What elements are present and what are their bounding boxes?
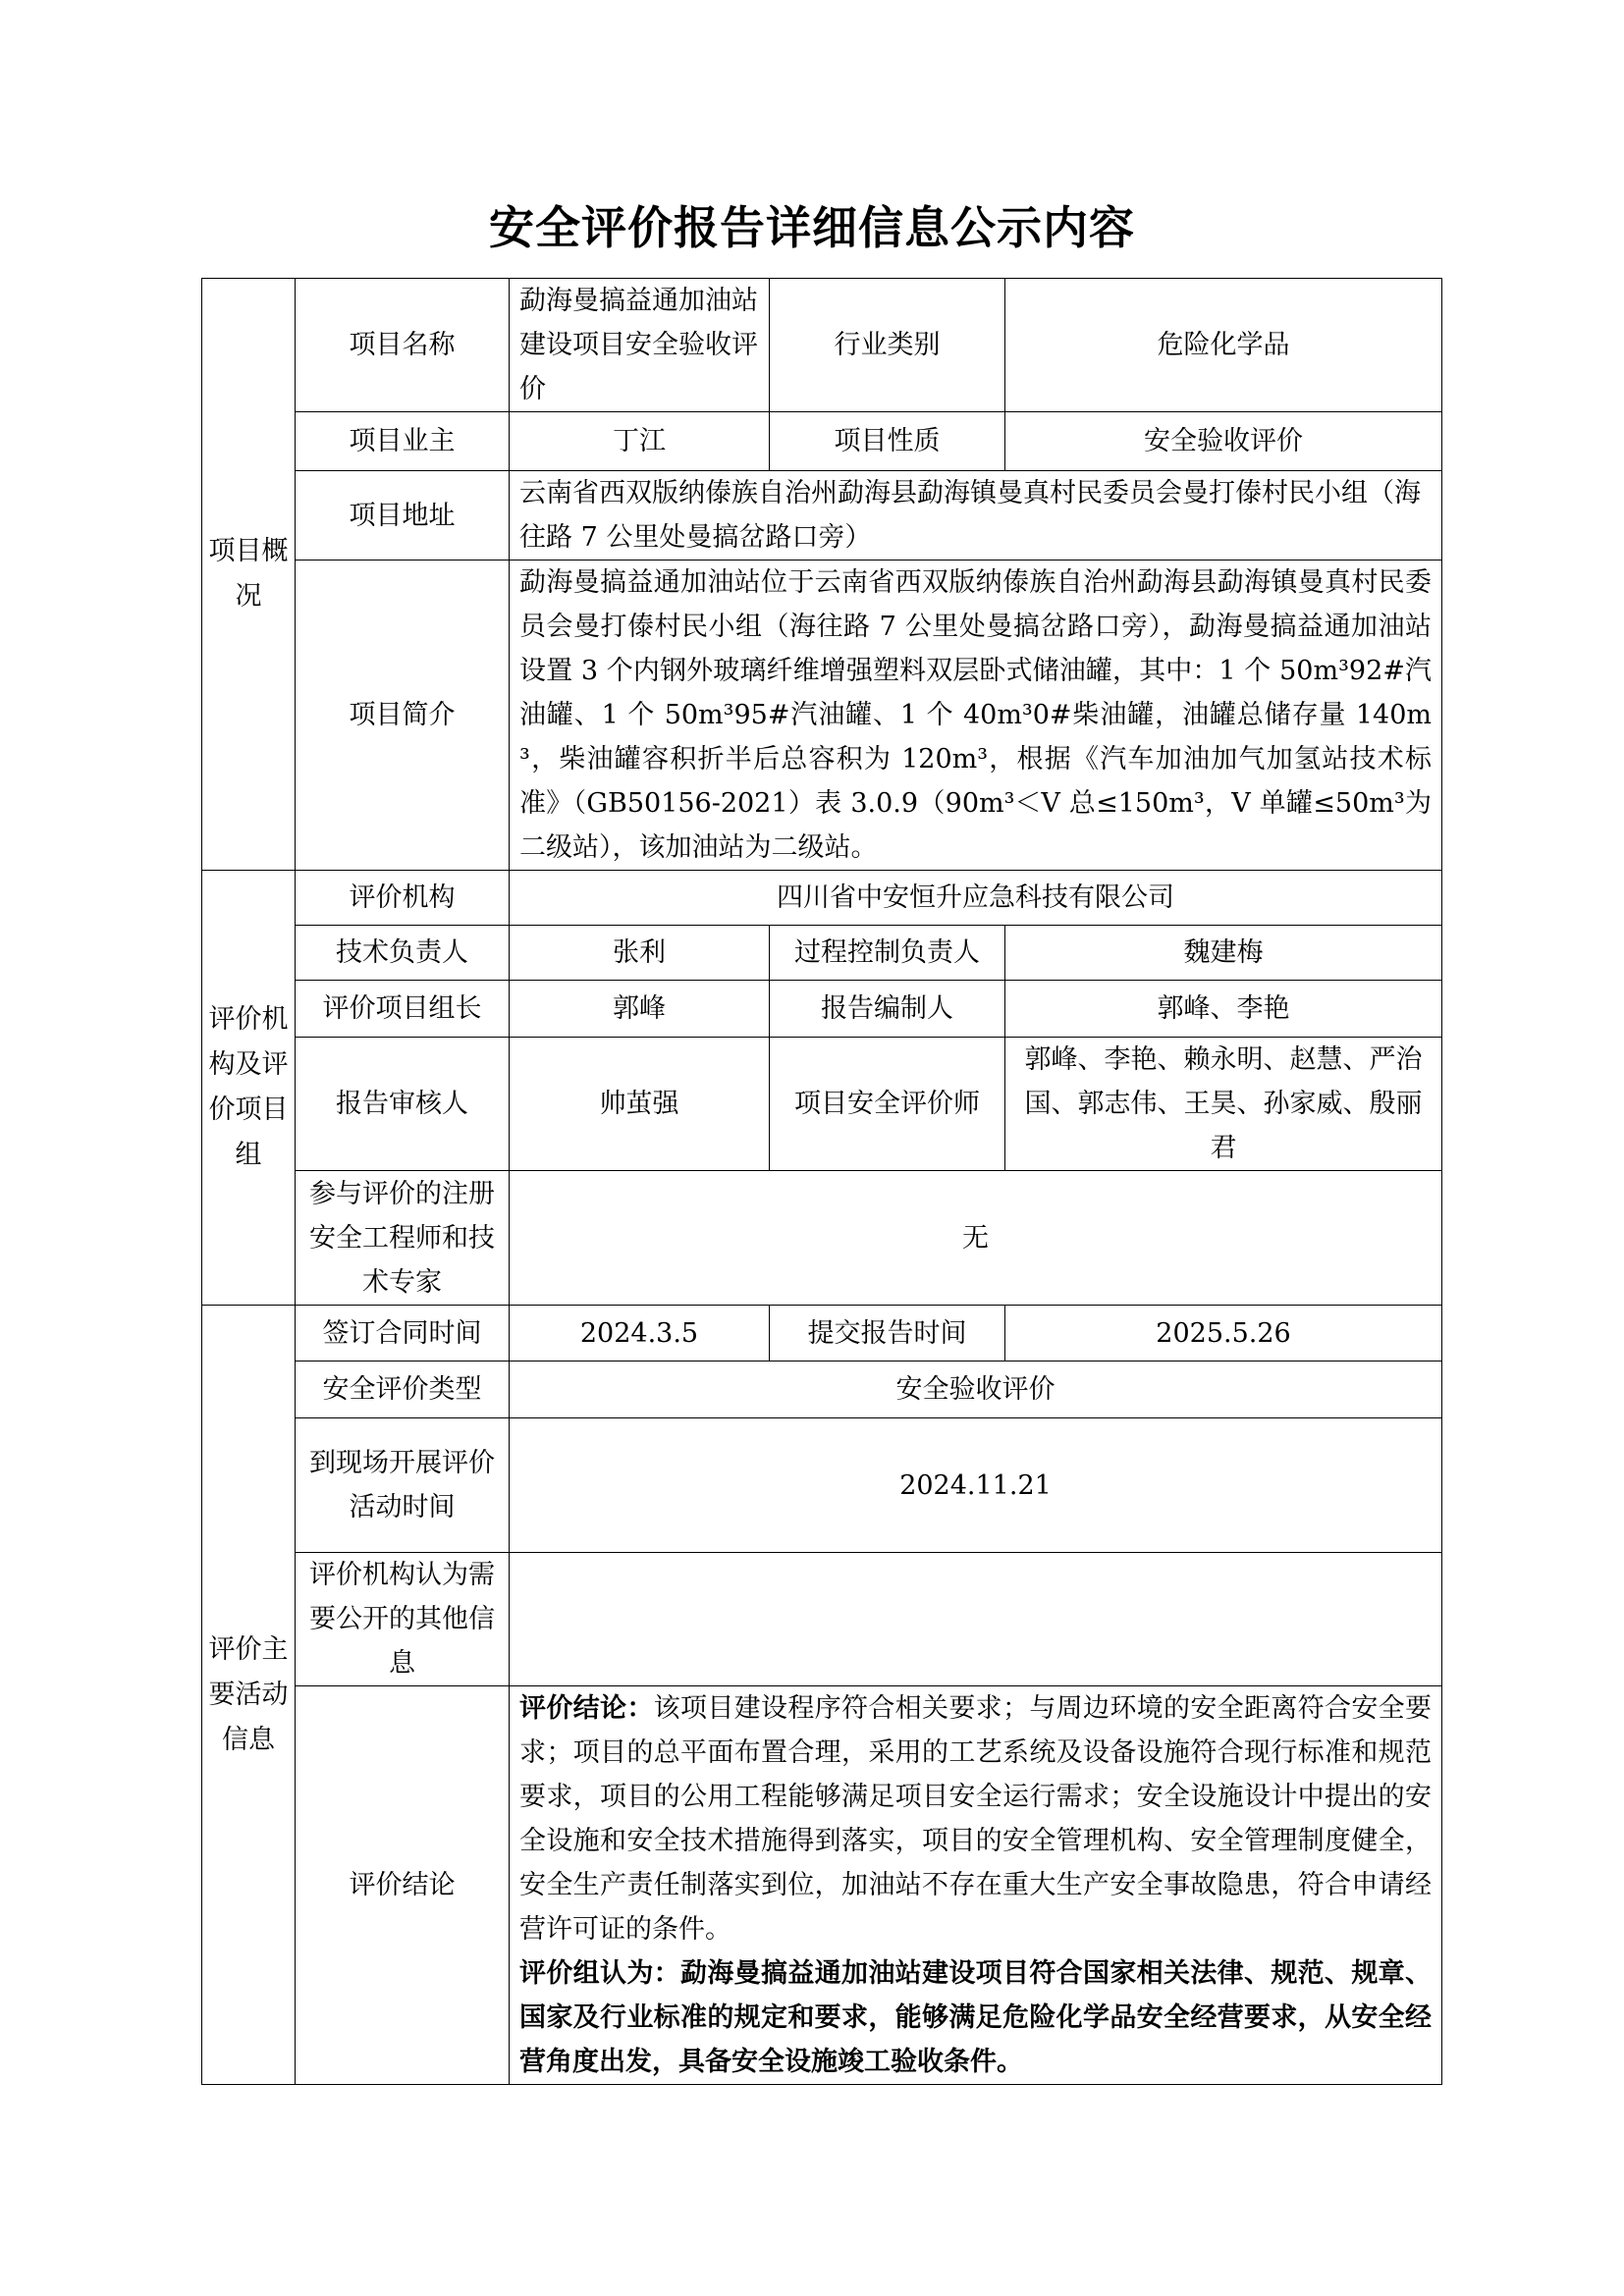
agency-label: 评价机构 (296, 871, 510, 926)
project-address-value: 云南省西双版纳傣族自治州勐海县勐海镇曼真村民委员会曼打傣村民小组（海往路 7 公里处曼搞岔路口旁） (510, 471, 1442, 561)
project-name-value: 勐海曼搞益通加油站建设项目安全验收评价 (510, 279, 770, 412)
table-row (202, 1553, 1442, 1686)
assessors-value: 郭峰、李艳、赖永明、赵慧、严治国、郭志伟、王昊、孙家威、殷丽君 (1005, 1038, 1442, 1171)
site-visit-value: 2024.11.21 (510, 1418, 1442, 1553)
project-name-label: 项目名称 (296, 279, 510, 412)
group-label-overview: 项目概况 (202, 279, 296, 871)
table-row (202, 981, 1442, 1038)
table-row (202, 279, 1442, 412)
project-owner-label: 项目业主 (296, 412, 510, 471)
table-row (202, 1686, 1442, 2085)
table-row (202, 1038, 1442, 1171)
table-row (202, 926, 1442, 981)
other-info-value (510, 1553, 1442, 1686)
reviewer-label: 报告审核人 (296, 1038, 510, 1171)
experts-label: 参与评价的注册安全工程师和技术专家 (296, 1171, 510, 1306)
assessment-type-label: 安全评价类型 (296, 1362, 510, 1418)
assessment-type-value: 安全验收评价 (510, 1362, 1442, 1418)
project-intro-label: 项目简介 (296, 561, 510, 871)
conclusion-label: 评价结论 (296, 1686, 510, 2085)
other-info-label: 评价机构认为需要公开的其他信息 (296, 1553, 510, 1686)
team-lead-label: 评价项目组长 (296, 981, 510, 1038)
tech-lead-label: 技术负责人 (296, 926, 510, 981)
group-label-activity: 评价主要活动信息 (202, 1306, 296, 2085)
group-label-org: 评价机构及评价项目组 (202, 871, 296, 1306)
table-row (202, 412, 1442, 471)
author-value: 郭峰、李艳 (1005, 981, 1442, 1038)
project-owner-value: 丁江 (510, 412, 770, 471)
submit-date-value: 2025.5.26 (1005, 1306, 1442, 1362)
project-intro-value: 勐海曼搞益通加油站位于云南省西双版纳傣族自治州勐海县勐海镇曼真村民委员会曼打傣村民小组（海往路 7 公里处曼搞岔路口旁），勐海曼搞益通加油站设置 3 个内钢外玻璃纤维增强塑料双层卧式储油罐，其中：1 个 50m³92#汽油罐、1 个 50m³95#汽油罐、1 个 40m³0#柴油罐，油罐总储存量 140m³，柴油罐容积折半后总容积为 120m³，根据《汽车加油加气加氢站技术标准》（GB50156-2021）表 3.0.9（90m³＜V 总≤150m³，V 单罐≤50m³为二级站），该加油站为二级站。 (510, 561, 1442, 871)
experts-value: 无 (510, 1171, 1442, 1306)
table-row (202, 1418, 1442, 1553)
conclusion-head: 评价结论： (519, 1693, 654, 1724)
tech-lead-value: 张利 (510, 926, 770, 981)
project-address-label: 项目地址 (296, 471, 510, 561)
industry-label: 行业类别 (770, 279, 1005, 412)
submit-date-label: 提交报告时间 (770, 1306, 1005, 1362)
group-opinion: 评价组认为：勐海曼搞益通加油站建设项目符合国家相关法律、规范、规章、国家及行业标准的规定和要求，能够满足危险化学品安全经营要求，从安全经营角度出发，具备安全设施竣工验收条件。 (519, 1958, 1432, 2077)
table-row (202, 561, 1442, 871)
site-visit-label: 到现场开展评价活动时间 (296, 1418, 510, 1553)
table-row (202, 1306, 1442, 1362)
contract-date-value: 2024.3.5 (510, 1306, 770, 1362)
process-lead-value: 魏建梅 (1005, 926, 1442, 981)
contract-date-label: 签订合同时间 (296, 1306, 510, 1362)
conclusion-body: 该项目建设程序符合相关要求；与周边环境的安全距离符合安全要求；项目的总平面布置合理，采用的工艺系统及设备设施符合现行标准和规范要求，项目的公用工程能够满足项目安全运行需求；安全设施设计中提出的安全设施和安全技术措施得到落实，项目的安全管理机构、安全管理制度健全，安全生产责任制落实到位，加油站不存在重大生产安全事故隐患，符合申请经营许可证的条件。 (519, 1693, 1433, 1945)
conclusion-value (510, 1686, 1442, 2085)
author-label: 报告编制人 (770, 981, 1005, 1038)
table-row (202, 471, 1442, 561)
nature-label: 项目性质 (770, 412, 1005, 471)
process-lead-label: 过程控制负责人 (770, 926, 1005, 981)
report-table (201, 278, 1442, 2085)
team-lead-value: 郭峰 (510, 981, 770, 1038)
nature-value: 安全验收评价 (1005, 412, 1442, 471)
industry-value: 危险化学品 (1005, 279, 1442, 412)
agency-value: 四川省中安恒升应急科技有限公司 (510, 871, 1442, 926)
page-title: 安全评价报告详细信息公示内容 (489, 201, 1135, 254)
table-row (202, 871, 1442, 926)
assessors-label: 项目安全评价师 (770, 1038, 1005, 1171)
table-row (202, 1171, 1442, 1306)
table-row (202, 1362, 1442, 1418)
reviewer-value: 帅茧强 (510, 1038, 770, 1171)
